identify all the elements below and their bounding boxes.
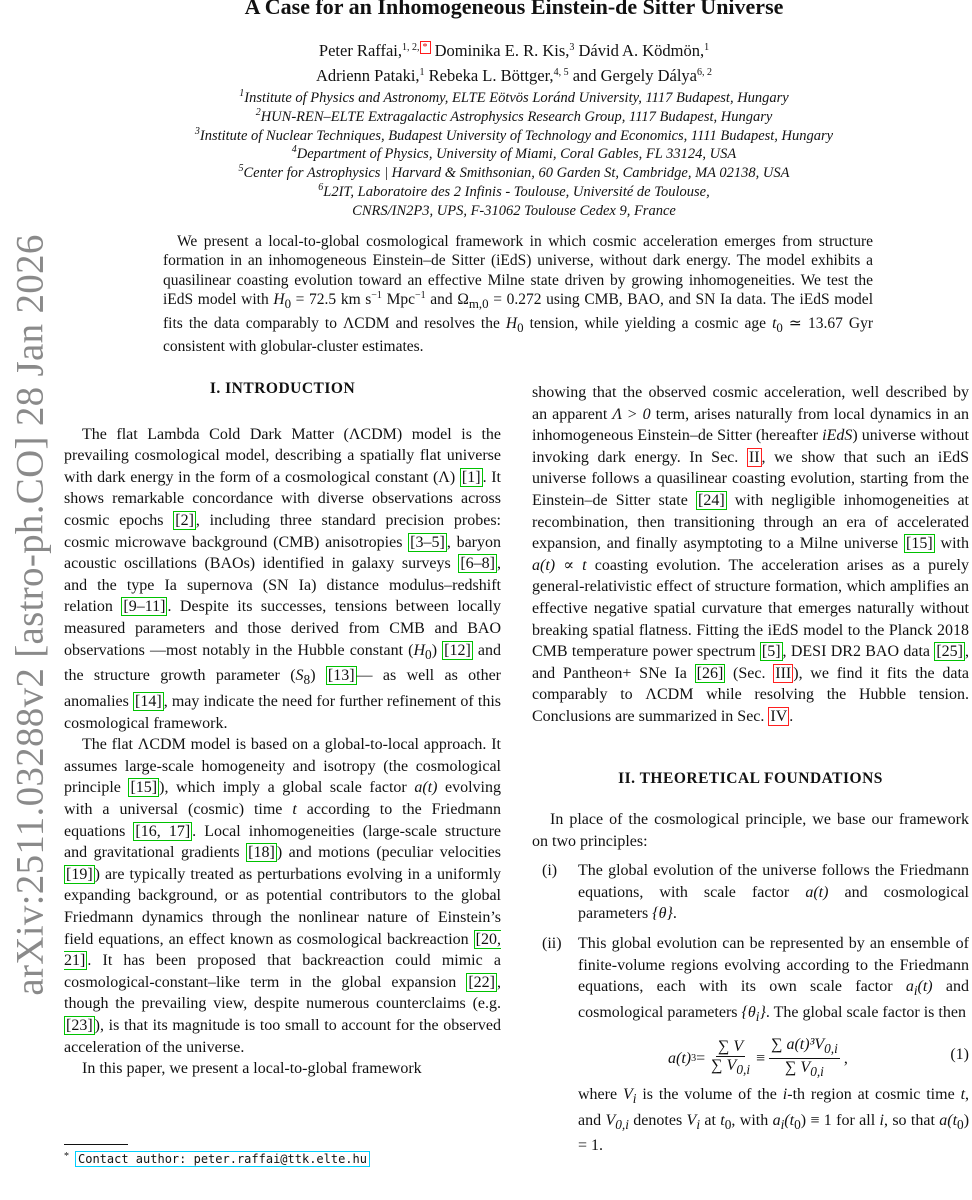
affiliation: $^2$HUN-REN–ELTE Extragalactic Astrophysics Research Group, 1117 Budapest, Hungary [255, 106, 773, 125]
author-list: Peter Raffai,$^{1, 2,}$ * Dominika E. R. Kis,$^3$ Dávid A. Ködmön,$^1$ Adrienn Pataki,$^1$ Rebeka L. Böttger,$^{4, 5}$ and Gergely Dálya$^{6, 2}$ [315, 41, 713, 85]
section-link[interactable]: IV [770, 707, 788, 725]
paragraph: In place of the cosmological principle, we base our framework on two principles: [532, 811, 969, 850]
list-item: (i) The global evolution of the universe follows the Friedmann equations, with scale factor a(t) and cosmological parameters {θ}. [542, 862, 969, 923]
affiliation-list [70, 89, 958, 221]
arxiv-sidebar [10, 0, 50, 1200]
fraction: $\frac{\sum a(t)^3V_{0,i}}{\sum V_{0,i}}$ [771, 1035, 838, 1080]
footnote-link[interactable]: * [420, 41, 431, 54]
paper-title: A Case for an Inhomogeneous Einstein-de Sitter Universe [244, 0, 784, 19]
citation-link[interactable]: [23] [66, 1017, 93, 1034]
section-heading-introduction: I. INTRODUCTION [209, 380, 356, 397]
fraction: $\frac{\sum V}{\sum V_{0,i}}$ [711, 1037, 751, 1078]
equation-1: a(t) 3 = $\frac{\sum V}{\sum V_{0,i}}$ ≡ $\frac{\sum a(t)^3V_{0,i}}{\sum V_{0,i}}$ , (1) [668, 1035, 969, 1080]
affiliation: $^6$L2IT, Laboratoire des 2 Infinis - Toulouse, Université de Toulouse, CNRS/IN2P3, UPS, F-31062 Toulouse Cedex 9, France [318, 181, 710, 219]
section-link[interactable]: III [775, 664, 792, 682]
author: Gergely Dálya$^{6, 2}$ [600, 66, 713, 85]
section-link[interactable]: II [748, 448, 760, 466]
arxiv-identifier: arXiv:2511.03288v2 [astro-ph.CO] 28 Jan 2026 [8, 234, 52, 996]
abstract: We present a local-to-global cosmological framework in which cosmic acceleration emerges from structure formation in an inhomogeneous Einstein–de Sitter (iEdS) universe, without dark energy. The model exhibits a quasilinear coasting evolution toward an effective Milne state driven by growing inhomogeneities. We test the iEdS model with $H_0 = 72.5$ km $s^{-1}$ Mpc$^{-1}$ and $\Omega_{m,0} = 0.272$ using CMB, BAO, and SN Ia data. The iEdS model fits the data comparably to ΛCDM and resolves the $H_0$ tension, while yielding a cosmic age $t_0$ ≃ 13.67 Gyr consistent with globular-cluster estimates. [163, 233, 873, 356]
paragraph: The flat Lambda Cold Dark Matter (ΛCDM) model is the prevailing cosmological model, describing a spatially flat universe with dark energy in the form of a cosmological constant (Λ) [1] . It shows remarkable concordance with diverse observations across cosmic epochs [2] , including three standard precision probes: cosmic microwave background (CMB) anisotropies [3–5] , baryon acoustic oscillations (BAOs) identified in galaxy surveys [6–8] , and the type Ia supernova (SN Ia) distance modulus–redshift relation [9–11] . Despite its successes, tensions between locally measured parameters and those derived from CMB and BAO observations —most notably in the Hubble constant $(H_0)$ [12] and the structure growth parameter $(S_8)$ [13] — as well as other anomalies [14] , may indicate the need for further refinement of this cosmological framework. [64, 425, 502, 732]
citation-link[interactable]: [24] [698, 491, 725, 509]
citation-link[interactable]: [14] [135, 693, 162, 711]
footnote: * Contact author: peter.raffai@ttk.elte.hu [64, 1151, 370, 1166]
citation-link[interactable]: [2] [175, 511, 194, 529]
citation-link[interactable]: [22] [468, 973, 495, 991]
affiliation: $^1$Institute of Physics and Astronomy, ELTE Eötvös Loránd University, 1117 Budapest, Hungary [239, 88, 789, 106]
paragraph: In this paper, we present a local-to-global framework [82, 1060, 422, 1078]
principle-list [532, 860, 969, 1157]
section-heading-theoretical-foundations: II. THEORETICAL FOUNDATIONS [618, 769, 883, 787]
citation-link[interactable]: [18] [248, 844, 275, 862]
contact-email-link[interactable]: Contact author: peter.raffai@ttk.elte.hu [75, 1151, 370, 1167]
paragraph: showing that the observed cosmic acceleration, well described by an apparent Λ > 0 term, arises naturally from local dynamics in an inhomogeneous Einstein–de Sitter (hereafter iEdS) universe without invoking dark energy. In Sec. II , we show that such an iEdS universe follows a quasilinear coasting evolution, starting from the Einstein–de Sitter state [24] with negligible inhomogeneities at recombination, then transitioning through an era of accelerated expansion, and finally asymptoting to a Milne universe [15] with a(t) ∝ t coasting evolution. The acceleration arises as a purely general-relativistic effect of structure formation, which amplifies an effective negative spatial curvature that emerges naturally without breaking spatial flatness. Fitting the iEdS model to the Planck 2018 CMB temperature power spectrum [5] , DESI DR2 BAO data [25] , and Pantheon+ SNe Ia [26] (Sec. III ), we find it fits the data comparably to ΛCDM while resolving the Hubble tension. Conclusions are summarized in Sec. IV . [532, 384, 970, 725]
citation-link[interactable]: [19] [66, 865, 93, 883]
left-column [64, 378, 501, 1080]
citation-link[interactable]: [3–5] [410, 533, 445, 551]
author: Rebeka L. Böttger,$^{4, 5}$ [428, 66, 569, 85]
author: Peter Raffai,$^{1, 2,}$ * [319, 41, 431, 60]
citation-link[interactable]: [12] [444, 641, 471, 659]
list-item: (ii) This global evolution can be represented by an ensemble of finite-volume regions evolving according to the Friedmann equations, each with its own scale factor $a_i(t)$ and cosmological parameters $\{\theta_i\}$. The global scale factor is then a(t) 3 = $\frac{\sum V}{\sum V_{0,i}}$ ≡ $\frac{\sum a(t)^3V_{0,i}}{\sum V_{0,i}}$ , (1) where $V_i$ is the volume of the i-th region at cosmic time t, and $V_{0,i}$ denotes $V_i$ at $t_0$, with $a_i(t_0) \equiv 1$ for all i, so that $a(t_0) = 1$. [542, 935, 970, 1155]
citation-link[interactable]: [20, 21] [64, 930, 501, 970]
footnote-divider [64, 1144, 128, 1145]
affiliation: $^3$Institute of Nuclear Techniques, Budapest University of Technology and Economics, 1111 Budapest, Hungary [194, 125, 834, 144]
citation-link[interactable]: [16, 17] [135, 822, 191, 840]
equation-number: (1) [950, 1045, 969, 1063]
citation-link[interactable]: [13] [327, 667, 355, 685]
paragraph: The flat ΛCDM model is based on a global-to-local approach. It assumes large-scale homogeneity and isotropy (the cosmological principle [15] ), which imply a global scale factor a(t) evolving with a universal (cosmic) time t according to the Friedmann equations [16, 17] . Local inhomogeneities (large-scale structure and gravitational gradients [18] ) and motions (peculiar velocities [19] ) are typically treated as perturbations evolving in a uniformly expanding background, or as potential contributors to the global Friedmann dynamics through the nonlinear nature of Einstein’s field equations, an effect known as cosmological backreaction [20, 21] . It has been proposed that backreaction could mimic a cosmological-constant–like term in the global expansion [22] , though the prevailing view, despite numerous counterclaims (e.g. [23] ), is that its magnitude is too small to account for the observed acceleration of the universe. [64, 736, 502, 1056]
affiliation: $^4$Department of Physics, University of Miami, Coral Gables, FL 33124, USA [291, 144, 737, 163]
right-column [532, 382, 969, 1165]
citation-link[interactable]: [1] [461, 468, 481, 486]
citation-link[interactable]: [15] [130, 779, 158, 797]
author: Adrienn Pataki,$^1$ [315, 66, 425, 85]
citation-link[interactable]: [26] [696, 664, 724, 682]
citation-link[interactable]: [25] [936, 643, 963, 661]
author: Dominika E. R. Kis,$^3$ [434, 41, 575, 60]
author: Dávid A. Ködmön,$^1$ [578, 41, 710, 60]
affiliation: $^5$Center for Astrophysics | Harvard & Smithsonian, 60 Garden St, Cambridge, MA 02138, USA [238, 163, 790, 182]
citation-link[interactable]: [15] [906, 535, 933, 553]
citation-link[interactable]: [5] [761, 643, 781, 661]
citation-link[interactable]: [6–8] [460, 555, 495, 573]
citation-link[interactable]: [9–11] [123, 598, 166, 616]
